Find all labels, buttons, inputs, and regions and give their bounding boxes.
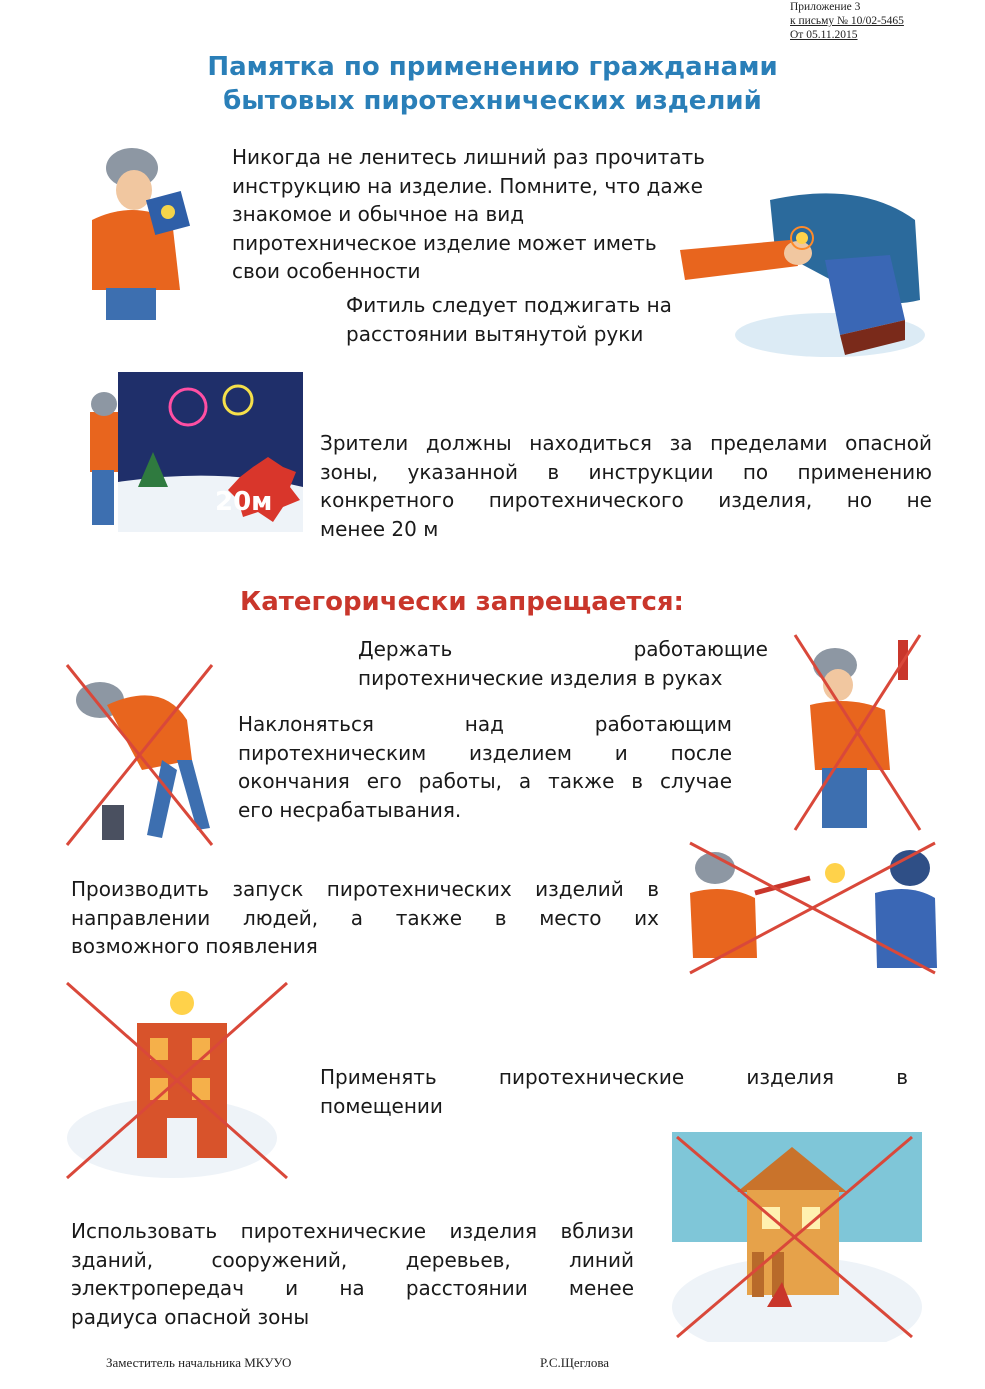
spectators-line: зоны, указанной в инструкции по применению: [320, 459, 932, 484]
lean-text: [238, 710, 732, 824]
instruction-line: свои особенности: [232, 259, 421, 283]
annex-reference: [790, 0, 904, 42]
spectators-text: [320, 429, 932, 543]
footer-signatory: Р.С.Щеглова: [540, 1355, 610, 1370]
near-line: Использовать пиротехнические изделия вблизи: [71, 1219, 634, 1243]
hold-line: пиротехнические изделия в руках: [358, 665, 723, 690]
aim-line: Производить запуск пиротехнических изделий в: [71, 877, 659, 901]
aim-line: возможного появления: [71, 934, 318, 958]
lean-line: окончания его работы, а также в случае: [238, 769, 732, 793]
burning-building-illustration: [62, 978, 292, 1183]
lean-line: Наклоняться над работающим: [238, 712, 732, 736]
aim-line: направлении людей, а также в место их: [71, 905, 659, 930]
spectators-line: конкретного пиротехнического изделия, но не: [320, 488, 932, 512]
lean-line: его несрабатывания.: [238, 797, 462, 822]
indoors-text: [320, 1063, 908, 1120]
annex-line-3: От 05.11.2015: [790, 29, 858, 41]
hold-line: Держать работающие: [358, 637, 768, 661]
near-buildings-text: [71, 1217, 634, 1331]
instruction-text: [232, 143, 752, 286]
indoors-line: помещении: [320, 1093, 443, 1118]
reading-man-illustration: [72, 140, 212, 320]
aim-text: [71, 875, 659, 961]
instruction-line: пиротехническое изделие может иметь: [232, 230, 657, 255]
title-line-2: бытовых пиротехнических изделий: [223, 86, 762, 116]
indoors-line: Применять пиротехнические изделия в: [320, 1065, 908, 1089]
instruction-line: Никогда не ленитесь лишний раз прочитать: [232, 145, 705, 169]
page-title: [0, 50, 985, 118]
fuse-lighting-illustration: [680, 190, 930, 360]
fuse-text: [346, 291, 706, 348]
near-line: зданий, сооружений, деревьев, линий: [71, 1247, 634, 1272]
spectators-line: Зрители должны находиться за пределами опасной: [320, 431, 932, 455]
annex-line-1: Приложение 3: [790, 1, 861, 13]
house-nearby-illustration: [672, 1132, 922, 1342]
instruction-line: знакомое и обычное на вид: [232, 202, 525, 226]
distance-badge: 20м: [215, 487, 273, 517]
annex-line-2: к письму № 10/02-5465: [790, 15, 904, 27]
near-line: электропередач и на расстоянии менее: [71, 1276, 634, 1300]
hold-text: [358, 635, 768, 692]
fuse-line: расстоянии вытянутой руки: [346, 321, 644, 346]
title-line-1: Памятка по применению гражданами: [207, 52, 778, 82]
spectators-line: менее 20 м: [320, 516, 439, 541]
fuse-line: Фитиль следует поджигать на: [346, 293, 672, 317]
instruction-line: инструкцию на изделие. Помните, что даже: [232, 173, 703, 198]
aiming-at-people-illustration: [685, 838, 940, 976]
holding-firework-illustration: [790, 630, 925, 835]
leaning-man-illustration: [62, 660, 222, 850]
lean-line: пиротехническим изделием и после: [238, 740, 732, 765]
prohibited-heading: Категорически запрещается:: [240, 587, 684, 617]
near-line: радиуса опасной зоны: [71, 1304, 310, 1329]
footer-position: Заместитель начальника МКУУО: [106, 1355, 292, 1370]
